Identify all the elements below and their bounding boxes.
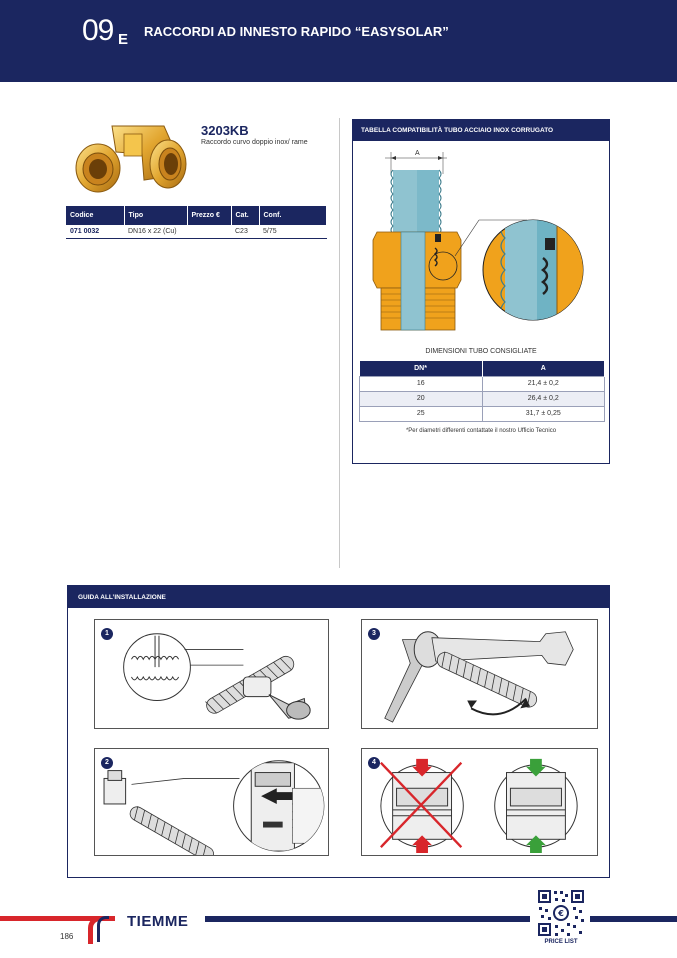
dims-col-dn: DN*: [360, 361, 483, 376]
step-1-panel: [94, 619, 329, 729]
cell-cat: C23: [231, 225, 259, 238]
cell-tipo: DN16 x 22 (Cu): [124, 225, 187, 238]
dims-table: [359, 361, 605, 422]
footer-blue-bar: [205, 916, 530, 922]
dimension-a-label: A: [415, 150, 420, 157]
section-title: RACCORDI AD INNESTO RAPIDO “EASYSOLAR”: [144, 24, 449, 39]
col-tipo: Tipo: [124, 206, 187, 225]
col-cat: Cat.: [231, 206, 259, 225]
pipe-cutter-illustration: [95, 620, 328, 728]
qr-label: PRICE LIST: [544, 939, 578, 945]
col-codice: Codice: [66, 206, 124, 225]
column-divider: [339, 118, 340, 568]
svg-text:€: €: [558, 909, 564, 918]
step-4-panel: [361, 748, 598, 856]
guide-title: GUIDA ALL’INSTALLAZIONE: [68, 586, 609, 608]
product-table: [66, 206, 327, 239]
step-4-badge: 4: [368, 757, 380, 769]
dims-cell-a: 21,4 ± 0,2: [482, 376, 605, 391]
elbow-fitting-image: [72, 118, 190, 200]
cell-prezzo: [187, 225, 231, 238]
dims-col-a: A: [482, 361, 605, 376]
step-3-badge: 3: [368, 628, 380, 640]
table-row: [66, 225, 327, 238]
cell-codice: 071 0032: [66, 225, 124, 238]
section-code: 09: [82, 14, 114, 47]
cell-conf: 5/75: [259, 225, 327, 238]
qr-code-icon[interactable]: [537, 889, 585, 937]
table-row: [360, 406, 605, 421]
dims-cell-dn: 20: [360, 391, 483, 406]
compatibility-title: TABELLA COMPATIBILITÀ TUBO ACCIAIO INOX CORRUGATO: [353, 120, 609, 141]
product-code: 3203KB: [201, 123, 249, 138]
pipe-insertion-illustration: [95, 749, 328, 855]
dims-note: *Per diametri differenti contattate il nostro Ufficio Tecnico: [405, 428, 557, 434]
step-2-badge: 2: [101, 757, 113, 769]
correct-vs-wrong-illustration: [362, 749, 597, 855]
step-2-panel: [94, 748, 329, 856]
step-1-badge: 1: [101, 628, 113, 640]
step-3-panel: [361, 619, 598, 729]
product-description: Raccordo curvo doppio inox/ rame: [201, 139, 308, 146]
installation-guide: [67, 585, 610, 878]
wrench-tighten-illustration: [362, 620, 597, 728]
dims-cell-dn: 25: [360, 406, 483, 421]
footer-blue-bar-right: [590, 916, 677, 922]
page-number: 186: [60, 932, 74, 941]
table-row: [360, 376, 605, 391]
table-row: [360, 391, 605, 406]
section-suffix: E: [118, 31, 129, 48]
product-table-header: [66, 206, 327, 225]
dims-header: [360, 361, 605, 376]
dims-cell-a: 31,7 ± 0,25: [482, 406, 605, 421]
dims-cell-a: 26,4 ± 0,2: [482, 391, 605, 406]
brand-logo: TIEMME: [127, 913, 189, 930]
col-prezzo: Prezzo €: [187, 206, 231, 225]
col-conf: Conf.: [259, 206, 327, 225]
dims-cell-dn: 16: [360, 376, 483, 391]
dims-title: DIMENSIONI TUBO CONSIGLIATE: [425, 348, 537, 355]
compatibility-panel: [352, 119, 610, 464]
footer-blue-hook: [97, 916, 109, 942]
page-header: [0, 0, 677, 82]
